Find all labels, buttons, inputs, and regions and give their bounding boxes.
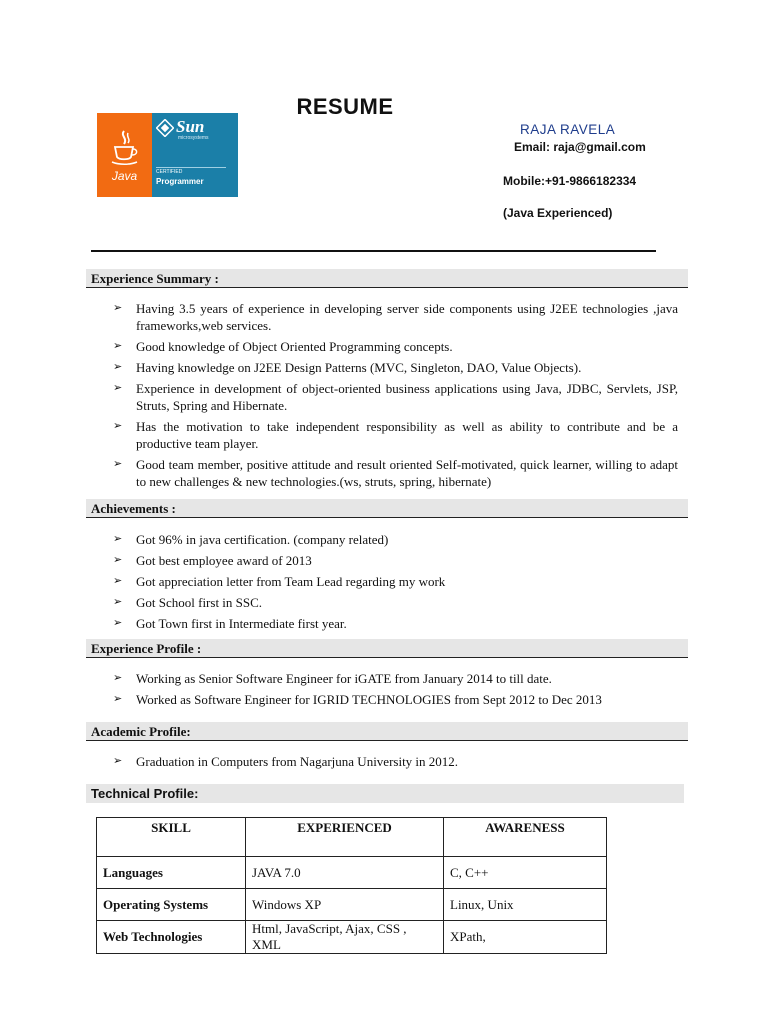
email-text: Email: raja@gmail.com (514, 140, 646, 154)
programmer-label: Programmer (156, 177, 204, 186)
experience-summary-heading: Experience Summary : (86, 269, 688, 288)
sun-logo-icon (156, 119, 174, 137)
experience-profile-list (113, 670, 678, 712)
experienced-cell: Html, JavaScript, Ajax, CSS , XML (246, 921, 444, 954)
table-header-row (97, 818, 607, 857)
bullet-arrow-icon: ➢ (113, 554, 123, 566)
page-title: RESUME (296, 94, 394, 119)
column-header-skill: SKILL (97, 818, 246, 857)
sun-microsystems-text: microsystems (178, 135, 209, 141)
sun-logo-text: Sun (176, 117, 205, 136)
java-cup-icon (97, 113, 152, 169)
academic-profile-list (113, 753, 678, 774)
achievements-heading: Achievements : (86, 499, 688, 518)
bullet-arrow-icon: ➢ (113, 533, 123, 545)
header-divider (91, 250, 656, 252)
experience-profile-heading: Experience Profile : (86, 639, 688, 658)
awareness-cell: XPath, (444, 921, 607, 954)
bullet-arrow-icon: ➢ (113, 596, 123, 608)
list-item: ➢ Having 3.5 years of experience in developing server side components using J2EE technologies ,java frameworks,web services. (113, 301, 678, 333)
bullet-arrow-icon: ➢ (113, 420, 123, 432)
academic-profile-heading: Academic Profile: (86, 722, 688, 741)
sun-certified-panel (152, 113, 238, 197)
bullet-arrow-icon: ➢ (113, 302, 123, 314)
list-item: ➢ Having knowledge on J2EE Design Patterns (MVC, Singleton, DAO, Value Objects). (113, 360, 582, 375)
list-item: ➢ Working as Senior Software Engineer for iGATE from January 2014 to till date. (113, 671, 552, 686)
bullet-arrow-icon: ➢ (113, 693, 123, 705)
certified-label: CERTIFIED (156, 167, 226, 175)
list-item: ➢ Good knowledge of Object Oriented Programming concepts. (113, 339, 453, 354)
table-row (97, 857, 607, 889)
technical-profile-heading: Technical Profile: (86, 784, 684, 803)
bullet-arrow-icon: ➢ (113, 361, 123, 373)
bullet-arrow-icon: ➢ (113, 382, 123, 394)
tagline-text: (Java Experienced) (503, 206, 613, 220)
experienced-cell: JAVA 7.0 (246, 857, 444, 889)
awareness-cell: C, C++ (444, 857, 607, 889)
list-item: ➢ Got School first in SSC. (113, 595, 263, 610)
list-item: ➢ Graduation in Computers from Nagarjuna University in 2012. (113, 754, 459, 769)
achievements-list (113, 531, 678, 636)
skill-cell: Web Technologies (97, 921, 246, 954)
bullet-arrow-icon: ➢ (113, 340, 123, 352)
bullet-arrow-icon: ➢ (113, 755, 123, 767)
java-logo-text: Java (111, 169, 138, 183)
list-item: ➢ Got best employee award of 2013 (113, 553, 312, 568)
list-item: ➢ Worked as Software Engineer for IGRID TECHNOLOGIES from Sept 2012 to Dec 2013 (113, 692, 602, 707)
list-item: ➢ Experience in development of object-oriented business applications using Java, JDBC, Servlets, JSP, Struts, Spring and Hibernate. (113, 381, 678, 413)
list-item: ➢ Good team member, positive attitude and result oriented Self-motivated, quick learner, willing to adapt to new challenges & new technologies.(ws, struts, spring, hibernate) (113, 457, 678, 489)
list-item: ➢ Got 96% in java certification. (company related) (113, 532, 389, 547)
mobile-text: Mobile:+91-9866182334 (503, 174, 637, 188)
bullet-arrow-icon: ➢ (113, 458, 123, 470)
bullet-arrow-icon: ➢ (113, 617, 123, 629)
skill-cell: Operating Systems (97, 889, 246, 921)
bullet-arrow-icon: ➢ (113, 672, 123, 684)
awareness-cell: Linux, Unix (444, 889, 607, 921)
column-header-experienced: EXPERIENCED (246, 818, 444, 857)
list-item: ➢ Got Town first in Intermediate first year. (113, 616, 347, 631)
list-item: ➢ Got appreciation letter from Team Lead regarding my work (113, 574, 446, 589)
skill-cell: Languages (97, 857, 246, 889)
experience-summary-list (113, 300, 678, 494)
list-item: ➢ Has the motivation to take independent responsibility as well as ability to contribute and be a productive team player. (113, 419, 678, 451)
table-row (97, 921, 607, 954)
column-header-awareness: AWARENESS (444, 818, 607, 857)
skills-table (96, 817, 607, 954)
sun-java-certified-logo (97, 113, 238, 197)
bullet-arrow-icon: ➢ (113, 575, 123, 587)
table-row (97, 889, 607, 921)
java-logo-panel (97, 113, 152, 197)
candidate-name: RAJA RAVELA (520, 122, 616, 137)
experienced-cell: Windows XP (246, 889, 444, 921)
